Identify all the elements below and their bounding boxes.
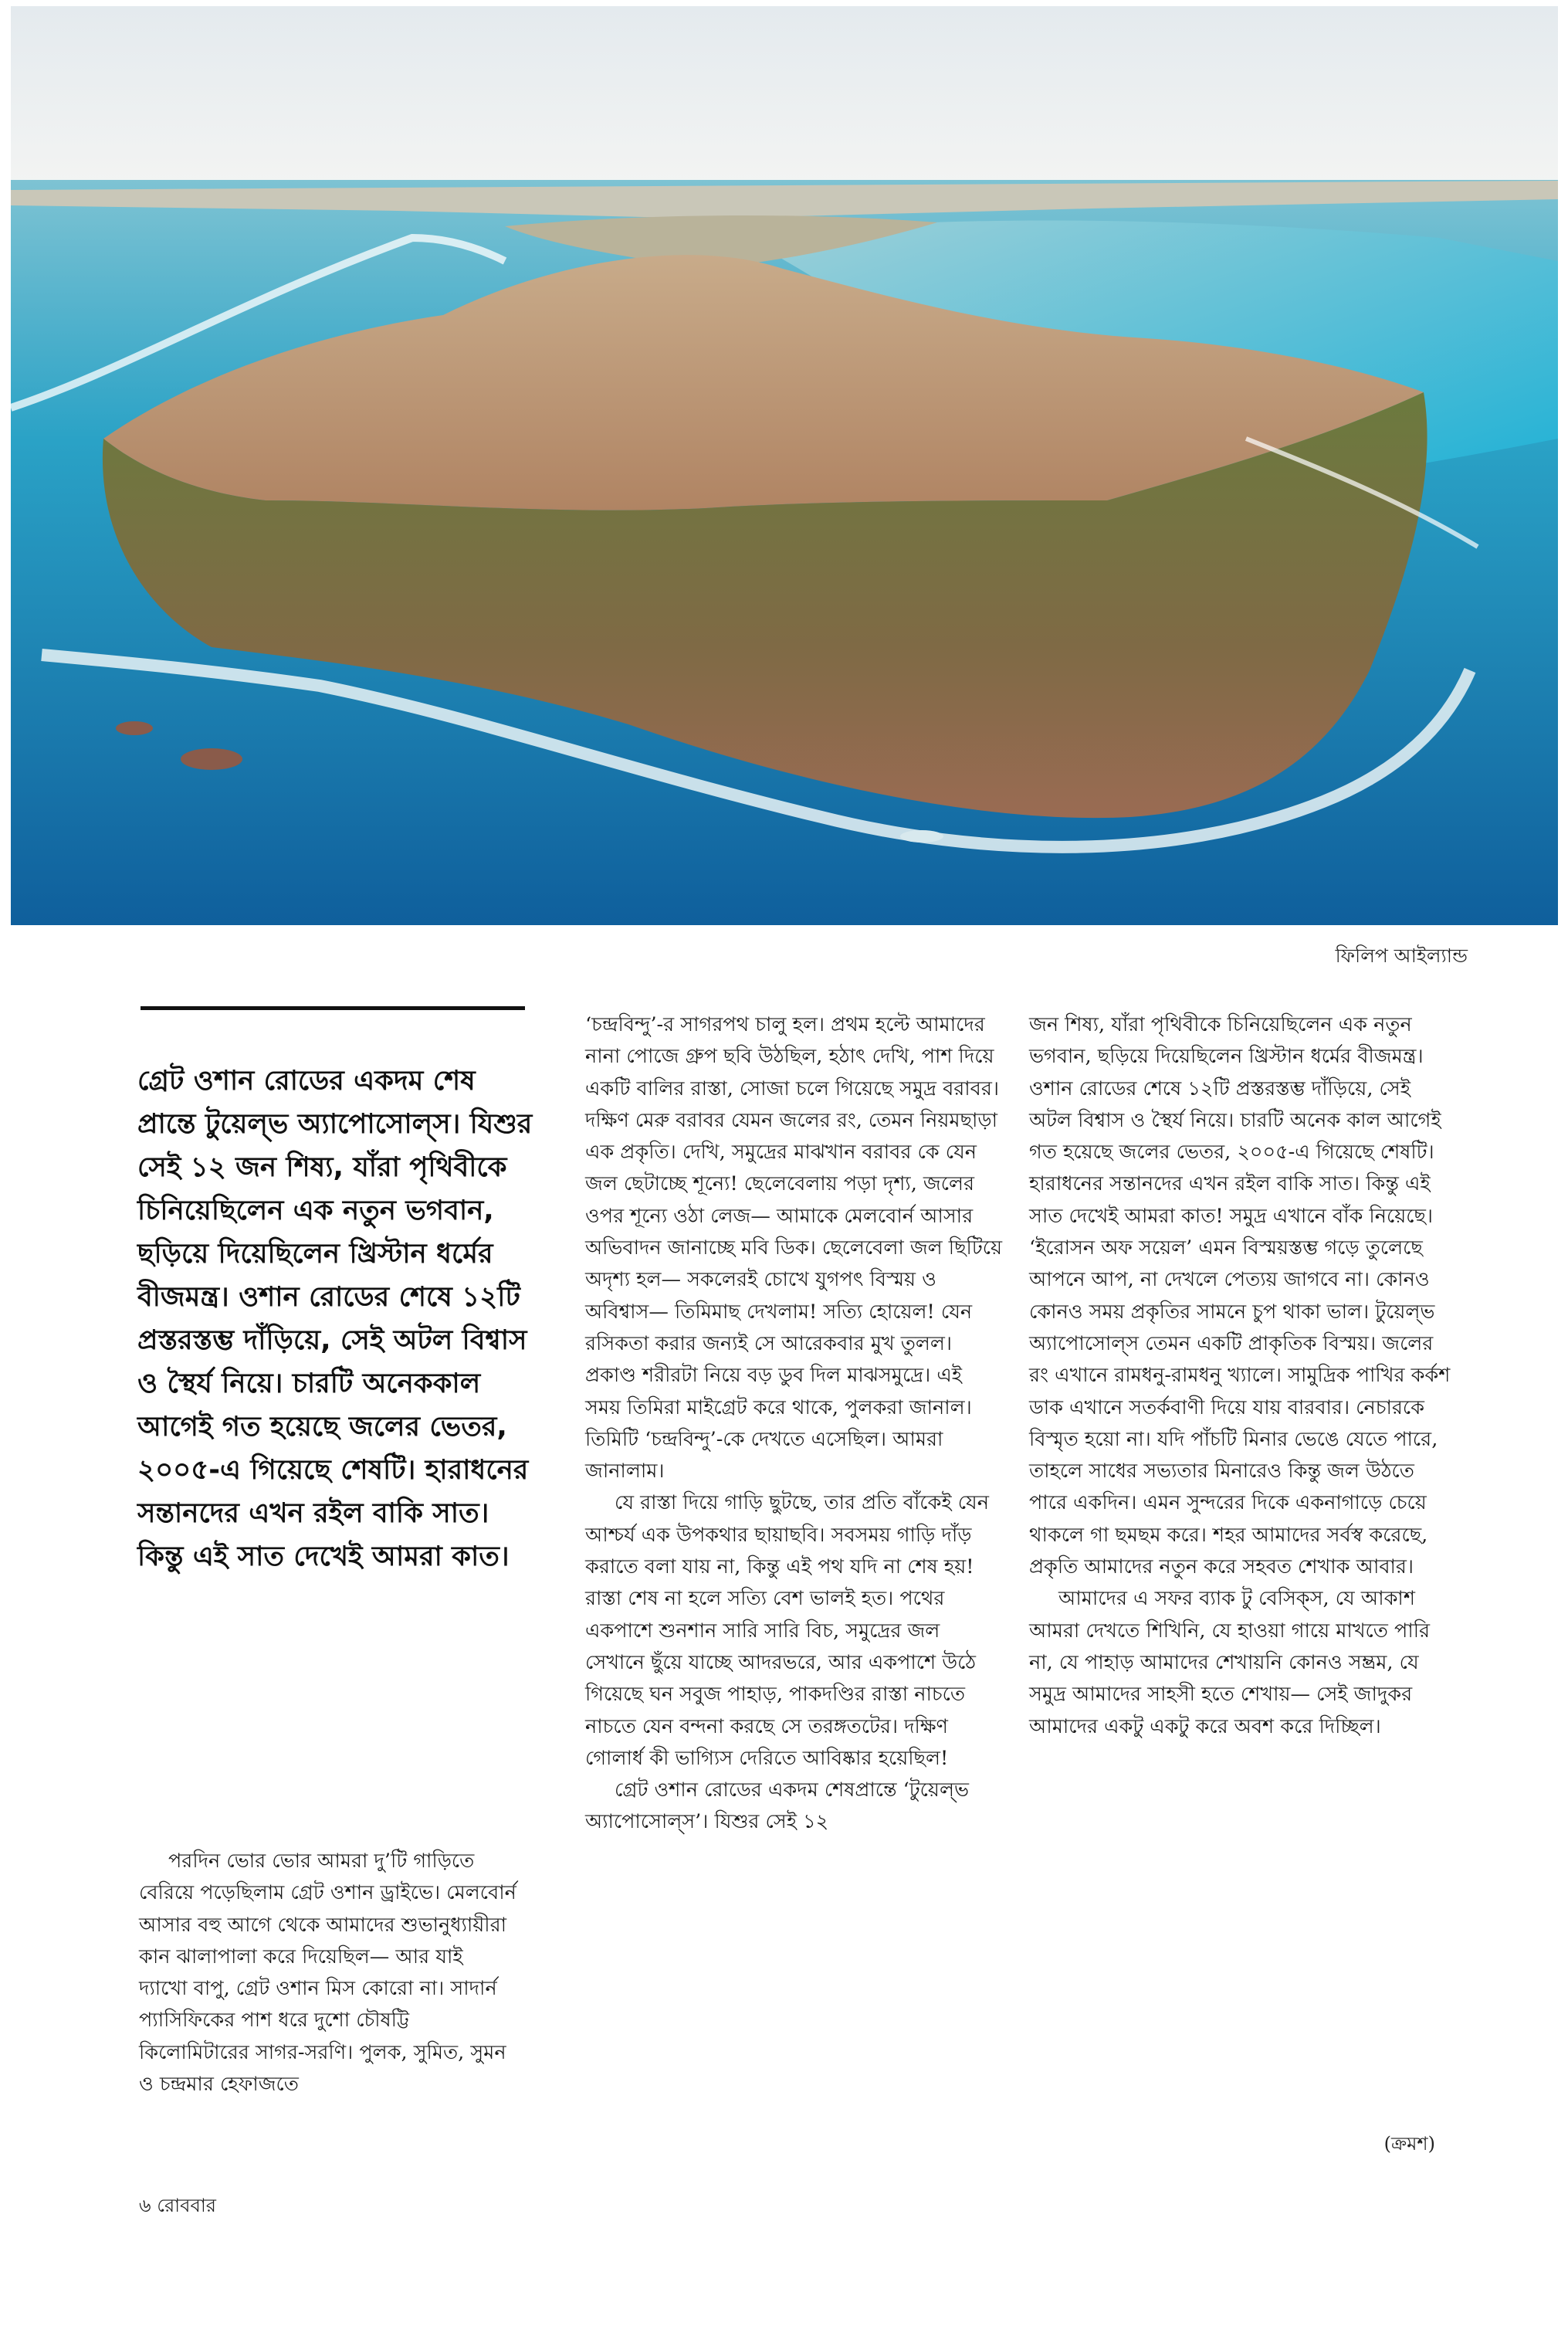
- paragraph: পরদিন ভোর ভোর আমরা দু’টি গাড়িতে বেরিয়ে পড়েছিলাম গ্রেট ওশান ড্রাইভে। মেলবোর্ন আসার বহু আগে থেকে আমাদের শুভানুধ্যায়ীরা কান ঝালাপালা করে দিয়েছিল— আর যাই দ্যাখো বাপু, গ্রেট ওশান মিস কোরো না। সাদার্ন প্যাসিফিকের পাশ ধরে দুশো চৌষট্টি কিলোমিটারের সাগর-সরণি। পুলক, সুমিত, সুমন ও চন্দ্রমার হেফাজতে: [139, 1850, 516, 2097]
- article-column-2: [585, 1009, 1002, 1839]
- pull-quote-rule: [141, 1006, 525, 1010]
- article-column-1: [139, 1846, 517, 2101]
- pull-quote: [137, 1060, 539, 1578]
- paragraph: গ্রেট ওশান রোডের একদম শেষপ্রান্তে ‘টুয়েল্‌ভ অ্যাপোসোল্‌স’। যিশুর সেই ১২: [585, 1778, 969, 1834]
- aerial-island-illustration: [11, 6, 1558, 925]
- paragraph: যে রাস্তা দিয়ে গাড়ি ছুটছে, তার প্রতি বাঁকেই যেন আশ্চর্য এক উপকথার ছায়াছবি। সবসময় গাড়ি দাঁড় করাতে বলা যায় না, কিন্তু এই পথ যদি না শেষ হয়! রাস্তা শেষ না হলে সত্যি বেশ ভালই হত। পথের একপাশে শুনশান সারি সারি বিচ, সমুদ্রের জল সেখানে ছুঁয়ে যাচ্ছে আদরভরে, আর একপাশে উঠে গিয়েছে ঘন সবুজ পাহাড়, পাকদণ্ডির রাস্তা নাচতে নাচতে যেন বন্দনা করছে সে তরঙ্গতটের। দক্ষিণ গোলার্ধ কী ভাগ্যিস দেরিতে আবিষ্কার হয়েছিল!: [585, 1491, 989, 1770]
- page-folio: ৬ রোববার: [139, 2195, 217, 2216]
- paragraph: আমাদের এ সফর ব্যাক টু বেসিক্‌স, যে আকাশ আমরা দেখতে শিখিনি, যে হাওয়া গায়ে মাখতে পারি না, যে পাহাড় আমাদের শেখায়নি কোনও সম্ভ্রম, যে সমুদ্র আমাদের সাহসী হতে শেখায়— সেই জাদুকর আমাদের একটু একটু করে অবশ করে দিচ্ছিল।: [1029, 1587, 1431, 1738]
- pull-quote-text: গ্রেট ওশান রোডের একদম শেষ প্রান্তে টুয়েল্‌ভ অ্যাপোসোল্‌স। যিশুর সেই ১২ জন শিষ্য, যাঁরা পৃথিবীকে চিনিয়েছিলেন এক নতুন ভগবান, ছড়িয়ে দিয়েছিলেন খ্রিস্টান ধর্মের বীজমন্ত্র। ওশান রোডের শেষে ১২টি প্রস্তরস্তম্ভ দাঁড়িয়ে, সেই অটল বিশ্বাস ও স্থৈর্য নিয়ে। চারটি অনেককাল আগেই গত হয়েছে জলের ভেতর, ২০০৫-এ গিয়েছে শেষটি। হারাধনের সন্তানদের এখন রইল বাকি সাত। কিন্তু এই সাত দেখেই আমরা কাত।: [137, 1065, 533, 1572]
- hero-photo: [11, 6, 1558, 925]
- article-column-3: [1029, 1009, 1452, 1743]
- paragraph: ‘চন্দ্রবিন্দু’-র সাগরপথ চালু হল। প্রথম হল্টে আমাদের নানা পোজে গ্রুপ ছবি উঠছিল, হঠাৎ দেখি, পাশ দিয়ে একটি বালির রাস্তা, সোজা চলে গিয়েছে সমুদ্র বরাবর। দক্ষিণ মেরু বরাবর যেমন জলের রং, তেমন নিয়মছাড়া এক প্রকৃতি। দেখি, সমুদ্রের মাঝখান বরাবর কে যেন জল ছেটাচ্ছে শূন্যে! ছেলেবেলায় পড়া দৃশ্য, জলের ওপর শূন্যে ওঠা লেজ— আমাকে মেলবোর্ন আসার অভিবাদন জানাচ্ছে মবি ডিক। ছেলেবেলা জল ছিটিয়ে অদৃশ্য হল— সকলেরই চোখে যুগপৎ বিস্ময় ও অবিশ্বাস— তিমিমাছ দেখলাম! সত্যি হোয়েল! যেন রসিকতা করার জন্যই সে আরেকবার মুখ তুলল। প্রকাণ্ড শরীরটা নিয়ে বড় ডুব দিল মাঝসমুদ্রে। এই সময় তিমিরা মাইগ্রেট করে থাকে, পুলকরা জানাল। তিমিটি ‘চন্দ্রবিন্দু’-কে দেখতে এসেছিল। আমরা জানালাম।: [585, 1013, 1002, 1483]
- photo-caption: ফিলিপ আইল্যান্ড: [1335, 944, 1468, 967]
- continued-note: (ক্রমশ): [1383, 2133, 1435, 2155]
- paragraph: জন শিষ্য, যাঁরা পৃথিবীকে চিনিয়েছিলেন এক নতুন ভগবান, ছড়িয়ে দিয়েছিলেন খ্রিস্টান ধর্মের বীজমন্ত্র। ওশান রোডের শেষে ১২টি প্রস্তরস্তম্ভ দাঁড়িয়ে, সেই অটল বিশ্বাস ও স্থৈর্য নিয়ে। চারটি অনেক কাল আগেই গত হয়েছে জলের ভেতর, ২০০৫-এ গিয়েছে শেষটি। হারাধনের সন্তানদের এখন রইল বাকি সাত। কিন্তু এই সাত দেখেই আমরা কাত! সমুদ্র এখানে বাঁক নিয়েছে। ‘ইরোসন অফ সয়েল’ এমন বিস্ময়স্তম্ভ গড়ে তুলেছে আপনে আপ, না দেখলে পেত্যয় জাগবে না। কোনও কোনও সময় প্রকৃতির সামনে চুপ থাকা ভাল। টুয়েল্‌ভ অ্যাপোসোল্‌স তেমন একটি প্রাকৃতিক বিস্ময়। জলের রং এখানে রামধনু-রামধনু খ্যালে। সামুদ্রিক পাখির কর্কশ ডাক এখানে সতর্কবাণী দিয়ে যায় বারবার। নেচারকে বিস্মৃত হয়ো না। যদি পাঁচটি মিনার ভেঙে যেতে পারে, তাহলে সাধের সভ্যতার মিনারেও কিন্তু জল উঠতে পারে একদিন। এমন সুন্দরের দিকে একনাগাড়ে চেয়ে থাকলে গা ছমছম করে। শহর আমাদের সর্বস্ব করেছে, প্রকৃতি আমাদের নতুন করে সহবত শেখাক আবার।: [1029, 1013, 1451, 1579]
